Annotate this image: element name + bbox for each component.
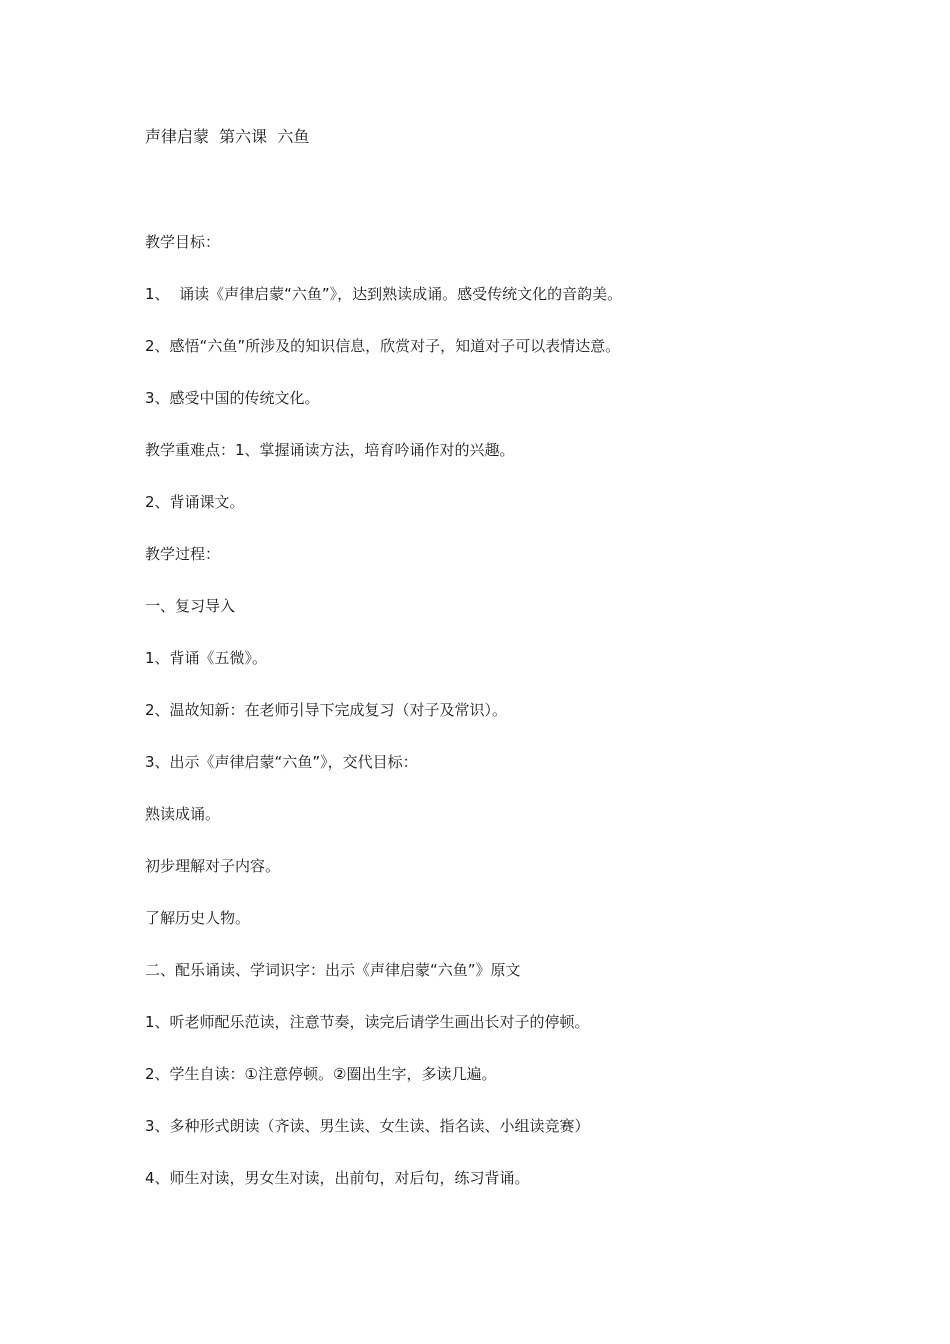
document-title: 声律启蒙 第六课 六鱼 bbox=[145, 127, 310, 146]
section-heading-objectives: 教学目标： bbox=[145, 233, 221, 251]
process-step-heading: 一、复习导入 bbox=[145, 597, 236, 615]
process-item: 3、多种形式朗读（齐读、男生读、女生读、指名读、小组读竞赛） bbox=[145, 1117, 590, 1135]
process-item: 4、师生对读，男女生对读，出前句，对后句，练习背诵。 bbox=[145, 1169, 530, 1187]
process-item: 1、背诵《五微》。 bbox=[145, 649, 268, 667]
section-heading-key-points: 教学重难点：1、掌握诵读方法，培育吟诵作对的兴趣。 bbox=[145, 441, 515, 459]
process-step-heading: 二、配乐诵读、学词识字：出示《声律启蒙“六鱼”》原文 bbox=[145, 961, 521, 979]
key-point-item: 2、背诵课文。 bbox=[145, 493, 245, 511]
process-item: 2、学生自读：①注意停顿。②圈出生字，多读几遍。 bbox=[145, 1065, 497, 1083]
section-heading-process: 教学过程： bbox=[145, 545, 221, 563]
objective-item: 3、感受中国的传统文化。 bbox=[145, 389, 320, 407]
goal-item: 了解历史人物。 bbox=[145, 909, 251, 927]
goal-item: 初步理解对子内容。 bbox=[145, 857, 281, 875]
document-body bbox=[145, 231, 905, 1219]
process-item: 2、温故知新：在老师引导下完成复习（对子及常识）。 bbox=[145, 701, 508, 719]
process-item: 1、听老师配乐范读，注意节奏，读完后请学生画出长对子的停顿。 bbox=[145, 1013, 590, 1031]
process-item: 3、出示《声律启蒙“六鱼”》，交代目标： bbox=[145, 753, 418, 771]
objective-item: 1、 诵读《声律启蒙“六鱼”》，达到熟读成诵。感受传统文化的音韵美。 bbox=[145, 285, 623, 303]
goal-item: 熟读成诵。 bbox=[145, 805, 221, 823]
objective-item: 2、感悟“六鱼”所涉及的知识信息，欣赏对子，知道对子可以表情达意。 bbox=[145, 337, 621, 355]
